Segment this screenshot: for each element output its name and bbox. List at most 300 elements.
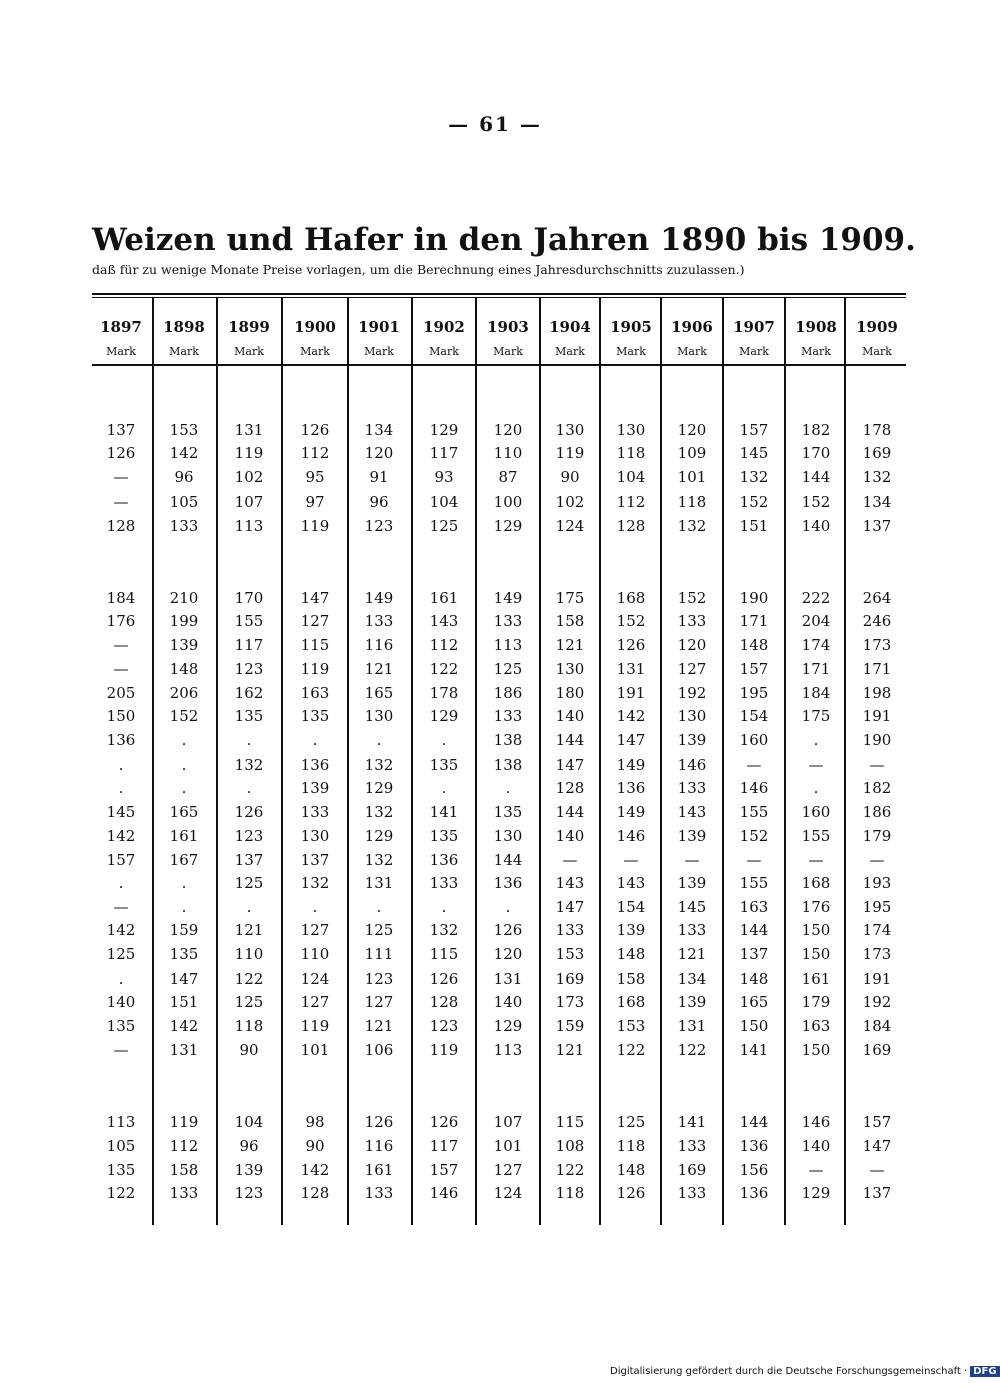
table-cell: 150 bbox=[801, 945, 831, 963]
table-cell: 129 bbox=[429, 421, 459, 439]
table-cell: 168 bbox=[616, 589, 646, 607]
table-cell: 130 bbox=[364, 707, 394, 725]
table-cell: 146 bbox=[677, 756, 707, 774]
column-header-unit: Mark bbox=[677, 345, 707, 358]
table-cell: 109 bbox=[677, 444, 707, 462]
column-header-unit: Mark bbox=[300, 345, 330, 358]
table-cell: 127 bbox=[300, 921, 330, 939]
table-cell: 156 bbox=[739, 1161, 769, 1179]
table-cell: 142 bbox=[106, 921, 136, 939]
table-cell: 139 bbox=[234, 1161, 264, 1179]
table-cell: 131 bbox=[677, 1017, 707, 1035]
table-cell: 191 bbox=[862, 970, 892, 988]
table-cell: 129 bbox=[429, 707, 459, 725]
table-cell: . bbox=[181, 874, 187, 892]
table-cell: 136 bbox=[429, 851, 459, 869]
table-cell: 143 bbox=[616, 874, 646, 892]
table-cell: 138 bbox=[493, 756, 523, 774]
table-cell: 125 bbox=[234, 874, 264, 892]
table-cell: 133 bbox=[364, 1184, 394, 1202]
table-cell: 112 bbox=[429, 636, 459, 654]
table-cell: 125 bbox=[364, 921, 394, 939]
table-cell: 131 bbox=[169, 1041, 199, 1059]
table-cell: . bbox=[246, 779, 252, 797]
table-cell: 157 bbox=[429, 1161, 459, 1179]
table-cell: 145 bbox=[739, 444, 769, 462]
table-cell: 126 bbox=[493, 921, 523, 939]
table-cell: 150 bbox=[801, 921, 831, 939]
column-header-unit: Mark bbox=[106, 345, 136, 358]
table-cell: 115 bbox=[555, 1113, 585, 1131]
table-cell: 144 bbox=[801, 468, 831, 486]
table-cell: 142 bbox=[169, 444, 199, 462]
table-cell: 158 bbox=[169, 1161, 199, 1179]
table-cell: 144 bbox=[555, 731, 585, 749]
table-cell: 124 bbox=[300, 970, 330, 988]
table-cell: 129 bbox=[364, 827, 394, 845]
column-header-year: 1909 bbox=[856, 318, 898, 336]
table-cell: 134 bbox=[364, 421, 394, 439]
table-cell: 120 bbox=[493, 945, 523, 963]
table-cell: 142 bbox=[616, 707, 646, 725]
footer-text: Digitalisierung gefördert durch die Deutsche Forschungsgemeinschaft · bbox=[610, 1366, 968, 1377]
table-cell: 122 bbox=[106, 1184, 136, 1202]
table-cell: 127 bbox=[300, 993, 330, 1011]
table-cell: 169 bbox=[862, 1041, 892, 1059]
table-cell: . bbox=[181, 898, 187, 916]
table-cell: 140 bbox=[801, 1137, 831, 1155]
table-cell: 143 bbox=[429, 612, 459, 630]
column-divider bbox=[216, 298, 218, 1225]
column-divider bbox=[411, 298, 413, 1225]
table-cell: 173 bbox=[862, 636, 892, 654]
table-cell: 161 bbox=[364, 1161, 394, 1179]
table-cell: 149 bbox=[616, 803, 646, 821]
table-cell: 123 bbox=[364, 970, 394, 988]
table-cell: 104 bbox=[234, 1113, 264, 1131]
table-cell: 178 bbox=[862, 421, 892, 439]
table-cell: 198 bbox=[862, 684, 892, 702]
table-cell: 126 bbox=[300, 421, 330, 439]
table-cell: 130 bbox=[677, 707, 707, 725]
table-cell: 106 bbox=[364, 1041, 394, 1059]
table-cell: — bbox=[746, 851, 762, 869]
table-cell: 127 bbox=[677, 660, 707, 678]
table-cell: 104 bbox=[616, 468, 646, 486]
table-cell: 126 bbox=[106, 444, 136, 462]
table-cell: 113 bbox=[234, 517, 264, 535]
table-cell: 150 bbox=[739, 1017, 769, 1035]
table-cell: 142 bbox=[300, 1161, 330, 1179]
table-cell: 121 bbox=[677, 945, 707, 963]
table-cell: 147 bbox=[555, 756, 585, 774]
table-cell: — bbox=[869, 851, 885, 869]
table-cell: 130 bbox=[300, 827, 330, 845]
table-cell: 131 bbox=[616, 660, 646, 678]
table-cell: 122 bbox=[429, 660, 459, 678]
table-cell: 112 bbox=[169, 1137, 199, 1155]
table-cell: 133 bbox=[677, 1137, 707, 1155]
table-cell: . bbox=[246, 898, 252, 916]
table-cell: 155 bbox=[234, 612, 264, 630]
table-cell: 206 bbox=[169, 684, 199, 702]
table-cell: 157 bbox=[739, 660, 769, 678]
table-cell: 119 bbox=[300, 660, 330, 678]
table-cell: 123 bbox=[234, 827, 264, 845]
table-cell: 133 bbox=[677, 921, 707, 939]
table-cell: 143 bbox=[555, 874, 585, 892]
table-cell: 146 bbox=[801, 1113, 831, 1131]
column-header-unit: Mark bbox=[364, 345, 394, 358]
table-cell: 129 bbox=[493, 1017, 523, 1035]
table-cell: 137 bbox=[739, 945, 769, 963]
table-cell: 133 bbox=[364, 612, 394, 630]
table-title: Weizen und Hafer in den Jahren 1890 bis 1909. bbox=[92, 222, 916, 258]
table-cell: 163 bbox=[739, 898, 769, 916]
table-cell: 147 bbox=[300, 589, 330, 607]
table-cell: 138 bbox=[493, 731, 523, 749]
table-cell: 132 bbox=[862, 468, 892, 486]
table-cell: 136 bbox=[739, 1184, 769, 1202]
table-cell: 107 bbox=[493, 1113, 523, 1131]
table-cell: 133 bbox=[677, 779, 707, 797]
table-cell: — bbox=[113, 1041, 129, 1059]
table-cell: 132 bbox=[364, 756, 394, 774]
table-cell: 158 bbox=[555, 612, 585, 630]
footer bbox=[610, 1366, 1000, 1377]
table-cell: 95 bbox=[305, 468, 325, 486]
table-cell: 147 bbox=[862, 1137, 892, 1155]
table-cell: 139 bbox=[616, 921, 646, 939]
table-cell: 139 bbox=[300, 779, 330, 797]
table-cell: 113 bbox=[493, 636, 523, 654]
table-cell: 125 bbox=[234, 993, 264, 1011]
table-cell: 123 bbox=[234, 660, 264, 678]
table-cell: 165 bbox=[739, 993, 769, 1011]
table-cell: 157 bbox=[106, 851, 136, 869]
table-cell: 159 bbox=[555, 1017, 585, 1035]
table-cell: 193 bbox=[862, 874, 892, 892]
table-cell: 149 bbox=[616, 756, 646, 774]
table-cell: 139 bbox=[677, 827, 707, 845]
table-cell: 133 bbox=[300, 803, 330, 821]
table-cell: 119 bbox=[169, 1113, 199, 1131]
table-cell: 151 bbox=[169, 993, 199, 1011]
table-cell: 126 bbox=[234, 803, 264, 821]
table-cell: 144 bbox=[739, 1113, 769, 1131]
table-cell: 142 bbox=[169, 1017, 199, 1035]
table-cell: 170 bbox=[234, 589, 264, 607]
table-cell: 130 bbox=[555, 421, 585, 439]
table-cell: 125 bbox=[493, 660, 523, 678]
table-cell: 169 bbox=[862, 444, 892, 462]
table-cell: 124 bbox=[555, 517, 585, 535]
table-cell: 122 bbox=[234, 970, 264, 988]
table-cell: 137 bbox=[106, 421, 136, 439]
table-cell: 186 bbox=[862, 803, 892, 821]
table-cell: — bbox=[746, 756, 762, 774]
table-cell: 130 bbox=[493, 827, 523, 845]
table-cell: 132 bbox=[364, 851, 394, 869]
table-cell: 118 bbox=[677, 493, 707, 511]
table-cell: 121 bbox=[364, 660, 394, 678]
table-cell: 119 bbox=[555, 444, 585, 462]
table-cell: 133 bbox=[677, 612, 707, 630]
table-cell: 137 bbox=[300, 851, 330, 869]
table-cell: 148 bbox=[616, 945, 646, 963]
table-cell: 121 bbox=[364, 1017, 394, 1035]
table-cell: 152 bbox=[616, 612, 646, 630]
table-cell: 144 bbox=[493, 851, 523, 869]
table-cell: 127 bbox=[300, 612, 330, 630]
table-cell: 140 bbox=[555, 827, 585, 845]
table-cell: 120 bbox=[677, 421, 707, 439]
column-header-year: 1904 bbox=[549, 318, 591, 336]
column-header-year: 1906 bbox=[671, 318, 713, 336]
table-cell: 222 bbox=[801, 589, 831, 607]
table-cell: 135 bbox=[106, 1017, 136, 1035]
table-cell: 135 bbox=[169, 945, 199, 963]
table-cell: — bbox=[623, 851, 639, 869]
table-cell: 141 bbox=[429, 803, 459, 821]
table-cell: 139 bbox=[677, 874, 707, 892]
table-cell: 204 bbox=[801, 612, 831, 630]
table-cell: 137 bbox=[862, 1184, 892, 1202]
table-cell: — bbox=[869, 1161, 885, 1179]
table-cell: 199 bbox=[169, 612, 199, 630]
table-cell: 128 bbox=[300, 1184, 330, 1202]
table-cell: 160 bbox=[739, 731, 769, 749]
column-header-unit: Mark bbox=[801, 345, 831, 358]
table-cell: 121 bbox=[555, 1041, 585, 1059]
table-cell: 131 bbox=[234, 421, 264, 439]
table-cell: 128 bbox=[429, 993, 459, 1011]
table-cell: 152 bbox=[739, 827, 769, 845]
table-cell: 264 bbox=[862, 589, 892, 607]
table-cell: 117 bbox=[234, 636, 264, 654]
table-cell: 173 bbox=[862, 945, 892, 963]
table-cell: 151 bbox=[739, 517, 769, 535]
table-cell: 126 bbox=[429, 970, 459, 988]
table-cell: 184 bbox=[106, 589, 136, 607]
table-cell: 192 bbox=[862, 993, 892, 1011]
table-cell: — bbox=[562, 851, 578, 869]
table-cell: 169 bbox=[677, 1161, 707, 1179]
table-cell: 105 bbox=[169, 493, 199, 511]
table-cell: 96 bbox=[369, 493, 389, 511]
table-cell: 163 bbox=[801, 1017, 831, 1035]
table-cell: 191 bbox=[616, 684, 646, 702]
table-cell: 167 bbox=[169, 851, 199, 869]
table-cell: . bbox=[312, 898, 318, 916]
table-cell: 101 bbox=[300, 1041, 330, 1059]
table-cell: 154 bbox=[739, 707, 769, 725]
table-cell: 122 bbox=[616, 1041, 646, 1059]
table-cell: 132 bbox=[429, 921, 459, 939]
table-cell: 140 bbox=[555, 707, 585, 725]
table-cell: 133 bbox=[493, 707, 523, 725]
table-cell: 135 bbox=[493, 803, 523, 821]
table-cell: 96 bbox=[239, 1137, 259, 1155]
table-cell: 139 bbox=[169, 636, 199, 654]
table-cell: 191 bbox=[862, 707, 892, 725]
table-cell: 144 bbox=[739, 921, 769, 939]
table-cell: 143 bbox=[677, 803, 707, 821]
table-cell: . bbox=[441, 779, 447, 797]
table-cell: 162 bbox=[234, 684, 264, 702]
table-cell: 104 bbox=[429, 493, 459, 511]
table-cell: . bbox=[813, 731, 819, 749]
table-cell: . bbox=[181, 779, 187, 797]
column-header-year: 1905 bbox=[610, 318, 652, 336]
table-cell: 190 bbox=[739, 589, 769, 607]
table-cell: 119 bbox=[234, 444, 264, 462]
column-header-unit: Mark bbox=[616, 345, 646, 358]
table-cell: 173 bbox=[555, 993, 585, 1011]
table-cell: 120 bbox=[364, 444, 394, 462]
table-cell: 179 bbox=[862, 827, 892, 845]
table-cell: 128 bbox=[106, 517, 136, 535]
table-cell: 117 bbox=[429, 444, 459, 462]
table-cell: 190 bbox=[862, 731, 892, 749]
table-cell: 137 bbox=[234, 851, 264, 869]
table-cell: 97 bbox=[305, 493, 325, 511]
column-header-unit: Mark bbox=[555, 345, 585, 358]
table-cell: 108 bbox=[555, 1137, 585, 1155]
table-cell: 186 bbox=[493, 684, 523, 702]
table-cell: 145 bbox=[677, 898, 707, 916]
table-cell: 112 bbox=[616, 493, 646, 511]
table-cell: 128 bbox=[555, 779, 585, 797]
table-cell: 90 bbox=[560, 468, 580, 486]
table-cell: 110 bbox=[300, 945, 330, 963]
table-cell: . bbox=[181, 756, 187, 774]
table-cell: 130 bbox=[555, 660, 585, 678]
table-cell: 140 bbox=[801, 517, 831, 535]
column-header-year: 1907 bbox=[733, 318, 775, 336]
table-cell: . bbox=[246, 731, 252, 749]
table-cell: 148 bbox=[739, 636, 769, 654]
table-cell: 147 bbox=[616, 731, 646, 749]
table-cell: . bbox=[118, 970, 124, 988]
table-cell: 96 bbox=[174, 468, 194, 486]
table-cell: 115 bbox=[300, 636, 330, 654]
table-cell: 146 bbox=[616, 827, 646, 845]
table-cell: 159 bbox=[169, 921, 199, 939]
table-cell: 130 bbox=[616, 421, 646, 439]
table-cell: 118 bbox=[555, 1184, 585, 1202]
table-cell: 123 bbox=[364, 517, 394, 535]
table-cell: 205 bbox=[106, 684, 136, 702]
table-cell: 136 bbox=[106, 731, 136, 749]
table-cell: 123 bbox=[429, 1017, 459, 1035]
table-cell: 116 bbox=[364, 636, 394, 654]
table-cell: 165 bbox=[364, 684, 394, 702]
column-header-year: 1899 bbox=[228, 318, 270, 336]
table-cell: 246 bbox=[862, 612, 892, 630]
table-cell: 127 bbox=[364, 993, 394, 1011]
table-cell: 149 bbox=[493, 589, 523, 607]
table-cell: 148 bbox=[169, 660, 199, 678]
table-cell: 163 bbox=[300, 684, 330, 702]
table-cell: 102 bbox=[234, 468, 264, 486]
column-header-unit: Mark bbox=[493, 345, 523, 358]
column-divider bbox=[475, 298, 477, 1225]
table-cell: — bbox=[113, 636, 129, 654]
table-cell: 121 bbox=[555, 636, 585, 654]
table-cell: 125 bbox=[106, 945, 136, 963]
table-cell: — bbox=[869, 756, 885, 774]
table-cell: 171 bbox=[739, 612, 769, 630]
table-cell: 184 bbox=[801, 684, 831, 702]
table-cell: 121 bbox=[234, 921, 264, 939]
table-cell: 157 bbox=[739, 421, 769, 439]
table-cell: 101 bbox=[493, 1137, 523, 1155]
table-cell: 119 bbox=[300, 1017, 330, 1035]
table-cell: 141 bbox=[739, 1041, 769, 1059]
column-header-year: 1901 bbox=[358, 318, 400, 336]
table-cell: — bbox=[808, 1161, 824, 1179]
table-cell: . bbox=[118, 874, 124, 892]
table-cell: 161 bbox=[169, 827, 199, 845]
table-cell: 133 bbox=[169, 517, 199, 535]
top-rule bbox=[92, 293, 906, 295]
table-cell: 165 bbox=[169, 803, 199, 821]
table-cell: 150 bbox=[801, 1041, 831, 1059]
table-cell: — bbox=[113, 660, 129, 678]
table-cell: 149 bbox=[364, 589, 394, 607]
table-cell: 182 bbox=[862, 779, 892, 797]
column-header-unit: Mark bbox=[169, 345, 199, 358]
table-cell: — bbox=[684, 851, 700, 869]
table-cell: 91 bbox=[369, 468, 389, 486]
table-cell: 153 bbox=[169, 421, 199, 439]
table-cell: 155 bbox=[739, 803, 769, 821]
table-cell: 146 bbox=[739, 779, 769, 797]
table-cell: 152 bbox=[801, 493, 831, 511]
table-cell: 132 bbox=[300, 874, 330, 892]
column-header-year: 1900 bbox=[294, 318, 336, 336]
table-cell: 152 bbox=[169, 707, 199, 725]
table-cell: 107 bbox=[234, 493, 264, 511]
table-cell: 127 bbox=[493, 1161, 523, 1179]
table-cell: 150 bbox=[106, 707, 136, 725]
table-cell: 140 bbox=[493, 993, 523, 1011]
table-cell: 133 bbox=[493, 612, 523, 630]
table-cell: 184 bbox=[862, 1017, 892, 1035]
column-header-unit: Mark bbox=[739, 345, 769, 358]
table-cell: 158 bbox=[616, 970, 646, 988]
table-cell: 120 bbox=[493, 421, 523, 439]
table-cell: 175 bbox=[801, 707, 831, 725]
table-cell: 125 bbox=[616, 1113, 646, 1131]
table-cell: 161 bbox=[429, 589, 459, 607]
table-cell: 154 bbox=[616, 898, 646, 916]
table-cell: 155 bbox=[801, 827, 831, 845]
table-cell: 178 bbox=[429, 684, 459, 702]
table-cell: 148 bbox=[616, 1161, 646, 1179]
table-cell: 168 bbox=[616, 993, 646, 1011]
table-cell: 126 bbox=[364, 1113, 394, 1131]
table-cell: 118 bbox=[234, 1017, 264, 1035]
table-cell: . bbox=[376, 898, 382, 916]
table-cell: — bbox=[113, 468, 129, 486]
table-cell: 160 bbox=[801, 803, 831, 821]
table-cell: 125 bbox=[429, 517, 459, 535]
table-cell: . bbox=[181, 731, 187, 749]
table-cell: 115 bbox=[429, 945, 459, 963]
table-cell: 139 bbox=[677, 731, 707, 749]
